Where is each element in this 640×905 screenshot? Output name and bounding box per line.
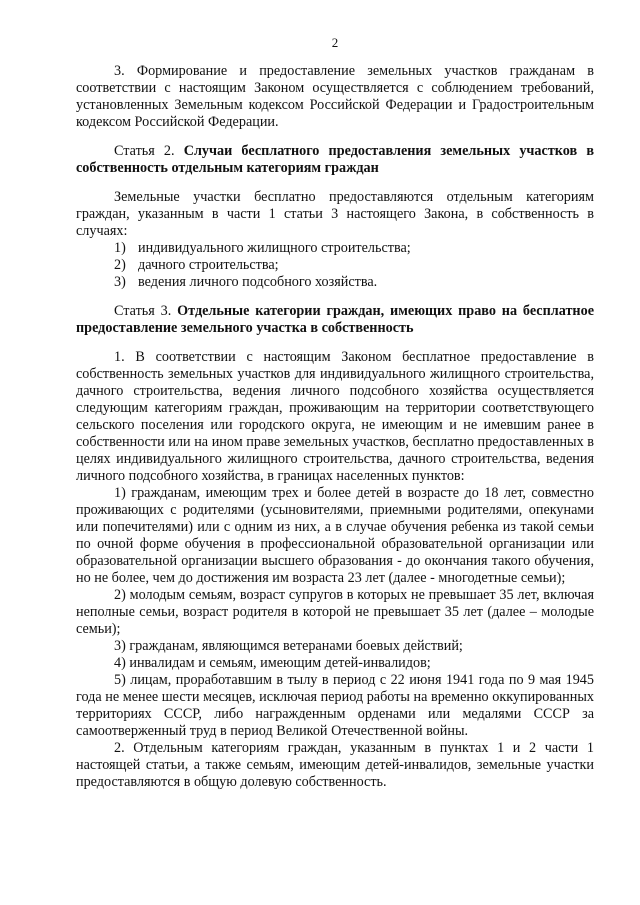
list-item: 2) дачного строительства; [114,257,279,273]
article-2-title: Случаи бесплатного предоставления земельных участков в собственность отдельным категориям граждан [76,143,594,176]
article-2-text: Земельные участки бесплатно предоставляются отдельным категориям граждан, указанным в части 1 статьи 3 настоящего Закона, в собственность в случаях: [76,189,594,239]
article-3-title: Отдельные категории граждан, имеющих право на бесплатное предоставление земельного участка в собственность [76,303,594,336]
list-item: 2) молодым семьям, возраст супругов в которых не превышает 35 лет, включая неполные семьи, возраст родителя в которой не превышает 35 лет (далее – молодые семьи); [76,587,594,637]
intro-paragraph: 3. Формирование и предоставление земельных участков гражданам в соответствии с настоящим Законом осуществляется с соблюдением требований, установленных Земельным кодексом Российской Федерации и Градостроительным кодексом Российской Федерации. [76,63,594,130]
article-3-part-2: 2. Отдельным категориям граждан, указанным в пунктах 1 и 2 части 1 настоящей статьи, а также семьям, имеющим детей-инвалидов, земельные участки предоставляются в общую долевую собственность. [76,740,594,790]
article-2-label: Статья 2. [114,143,184,159]
article-2-heading [76,143,594,177]
list-item: 4) инвалидам и семьям, имеющим детей-инвалидов; [114,655,431,671]
list-item: 3) гражданам, являющимся ветеранами боевых действий; [114,638,463,654]
list-item: 3) ведения личного подсобного хозяйства. [114,274,378,290]
article-3-label: Статья 3. [114,303,178,319]
article-3-part-1: 1. В соответствии с настоящим Законом бесплатное предоставление в собственность земельных участков для индивидуального жилищного строительства, дачного строительства, ведения личного подсобного хозяйства осуществляется следующим категориям граждан, проживающим на территории соответствующего сельского поселения или городского округа, не имеющим и не имевшим ранее в собственности или на ином праве земельных участков, бесплатно предоставленных в целях индивидуального жилищного строительства, дачного строительства, ведения личного подсобного хозяйства, в границах населенных пунктов: [76,349,594,484]
article-3-heading [76,303,594,337]
list-item: 1) индивидуального жилищного строительства; [114,240,411,256]
list-item: 5) лицам, проработавшим в тылу в период с 22 июня 1941 года по 9 мая 1945 года не менее шести месяцев, исключая период работы на временно оккупированных территориях СССР, либо награжденным орденами или медалями СССР за самоотверженный труд в период Великой Отечественной войны. [76,672,594,739]
list-item: 1) гражданам, имеющим трех и более детей в возрасте до 18 лет, совместно проживающих с родителями (усыновителями, приемными родителями, опекунами или попечителями) или с одним из них, а в случае обучения ребенка из такой семьи по очной форме обучения в профессиональной образовательной организации или образовательной организации высшего образования - до окончания такого обучения, но не более, чем до достижения им возраста 23 лет (далее - многодетные семьи); [76,485,594,586]
page-number: 2 [331,35,339,50]
